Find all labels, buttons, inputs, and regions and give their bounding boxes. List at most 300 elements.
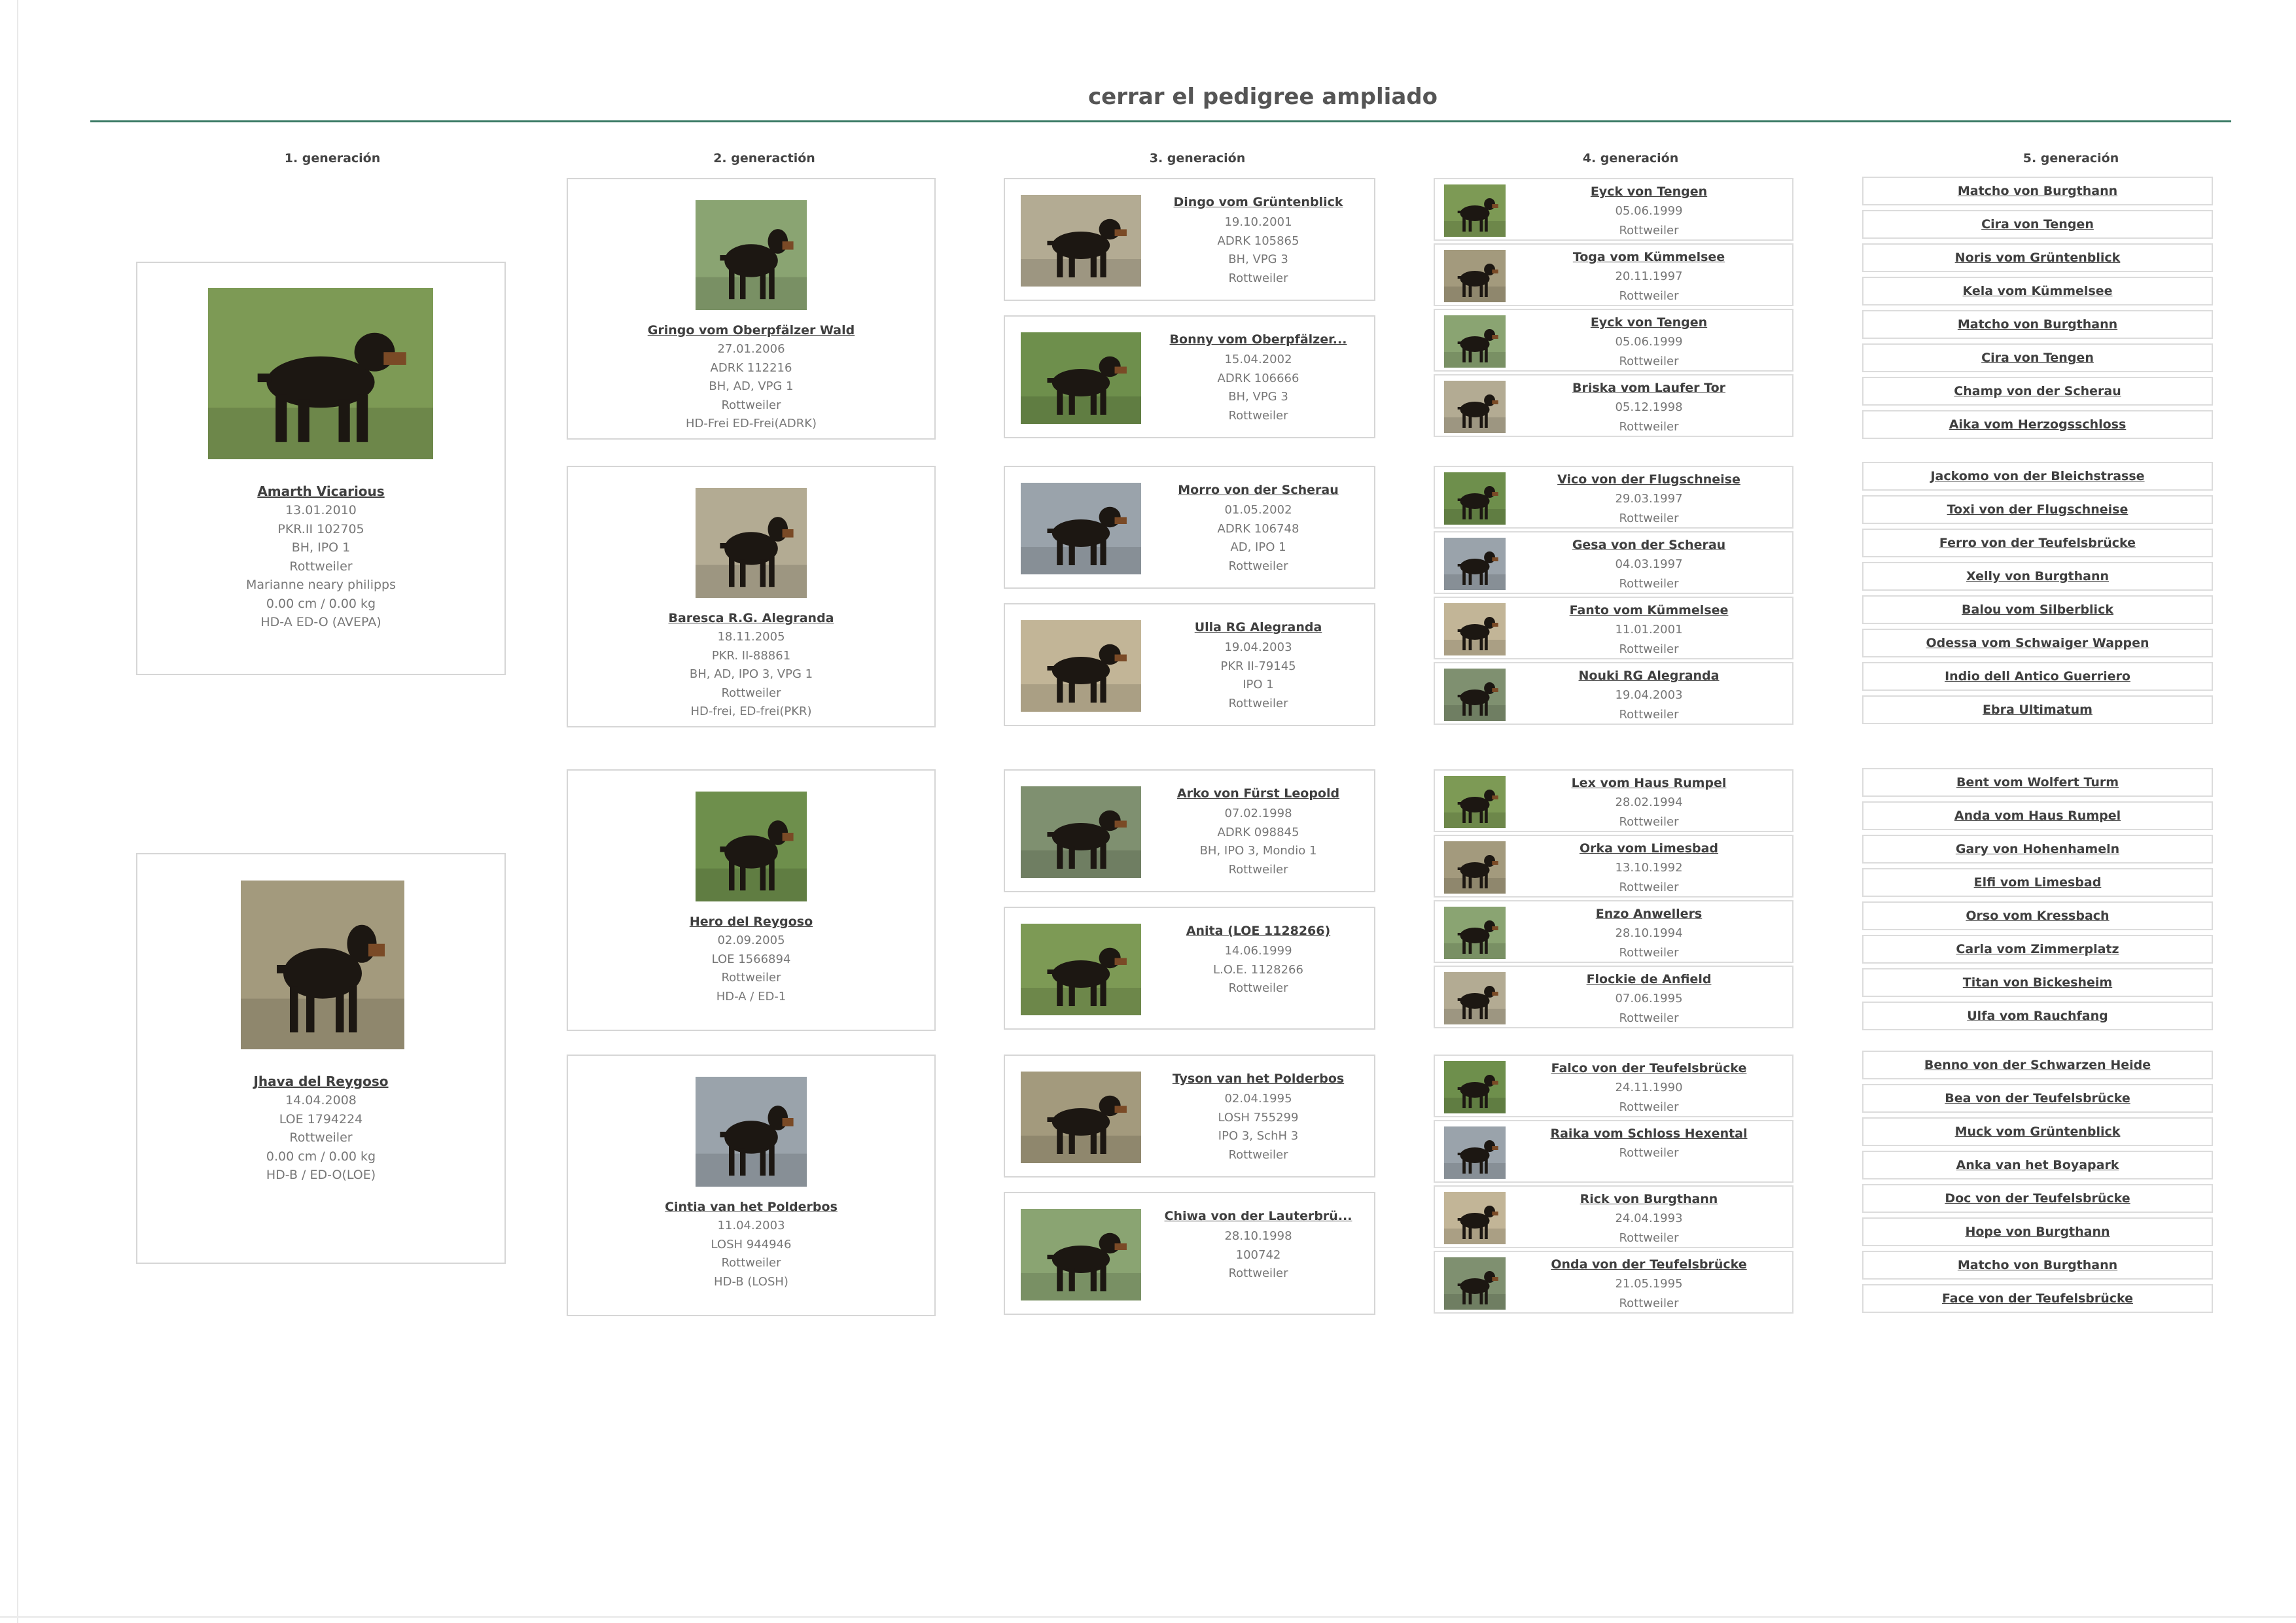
dog-name-link[interactable]: Matcho von Burgthann	[1957, 317, 2118, 332]
generation-4-card	[1434, 1055, 1793, 1117]
dog-photo[interactable]	[1444, 381, 1506, 433]
dog-detail: 28.10.1994	[1615, 926, 1683, 940]
dog-name-link[interactable]: Elfi vom Limesbad	[1973, 875, 2102, 890]
generation-5-card	[1862, 210, 2213, 239]
generation-4-card	[1434, 374, 1793, 437]
dog-detail: Rottweiler	[1228, 696, 1288, 710]
dog-photo[interactable]	[1021, 195, 1141, 287]
dog-detail: HD-A ED-O (AVEPA)	[260, 615, 381, 629]
dog-name-link[interactable]: Ebra Ultimatum	[1983, 703, 2093, 717]
generation-5-card	[1862, 410, 2213, 439]
generation-1-heading: 1. generación	[284, 151, 381, 166]
dog-photo[interactable]	[696, 792, 807, 901]
dog-photo[interactable]	[1021, 924, 1141, 1015]
generation-5-card	[1862, 562, 2213, 591]
dog-name-link[interactable]: Face von der Teufelsbrücke	[1941, 1291, 2134, 1306]
dog-info	[137, 1072, 504, 1185]
dog-detail: 13.01.2010	[285, 503, 357, 517]
dog-name-link[interactable]: Cintia van het Polderbos	[665, 1200, 838, 1214]
dog-info	[1863, 1119, 2212, 1145]
dog-name-link[interactable]: Briska vom Laufer Tor	[1572, 381, 1726, 395]
dog-info	[1144, 191, 1373, 288]
dog-photo[interactable]	[696, 200, 807, 310]
dog-photo[interactable]	[1444, 315, 1506, 368]
generation-5-card	[1862, 695, 2213, 724]
dog-detail: Rottweiler	[1619, 577, 1679, 591]
dog-info	[1144, 479, 1373, 576]
dog-name-link[interactable]: Baresca R.G. Alegranda	[668, 611, 834, 625]
dog-name-link[interactable]: Bea von der Teufelsbrücke	[1945, 1091, 2130, 1106]
generation-4-card	[1434, 597, 1793, 659]
dog-detail: 14.06.1999	[1224, 944, 1292, 958]
dog-photo[interactable]	[1444, 1192, 1506, 1244]
dog-name-link[interactable]: Toxi von der Flugschneise	[1947, 502, 2128, 517]
generation-5-card	[1862, 343, 2213, 372]
dog-detail: 05.06.1999	[1615, 204, 1683, 218]
dog-info	[1507, 182, 1791, 241]
generation-4-card	[1434, 900, 1793, 963]
dog-info	[1144, 782, 1373, 879]
dog-name-link[interactable]: Anita (LOE 1128266)	[1186, 924, 1331, 938]
dog-info	[1507, 1124, 1791, 1163]
dog-detail: Rottweiler	[289, 559, 353, 574]
dog-info	[1863, 1285, 2212, 1312]
dog-detail: Rottweiler	[1619, 1011, 1679, 1025]
dog-name-link[interactable]: Anda vom Haus Rumpel	[1954, 809, 2121, 823]
dog-detail: IPO 3, SchH 3	[1218, 1129, 1299, 1143]
generation-4-card	[1434, 309, 1793, 372]
dog-name-link[interactable]: Muck vom Grüntenblick	[1954, 1125, 2121, 1139]
dog-photo[interactable]	[1444, 250, 1506, 302]
dog-detail: Rottweiler	[1619, 512, 1679, 525]
dog-detail: PKR.II 102705	[277, 521, 364, 536]
dog-name-link[interactable]: Chiwa von der Lauterbrü...	[1164, 1209, 1352, 1223]
dog-info	[1507, 1189, 1791, 1248]
dog-name-link[interactable]: Fanto vom Kümmelsee	[1569, 603, 1729, 618]
generation-5-card	[1862, 1151, 2213, 1179]
dog-detail: 27.01.2006	[717, 342, 785, 356]
dog-name-link[interactable]: Matcho von Burgthann	[1957, 184, 2118, 198]
dog-detail: 02.09.2005	[717, 934, 785, 947]
generation-5-card	[1862, 1117, 2213, 1146]
dog-name-link[interactable]: Arko von Fürst Leopold	[1176, 786, 1340, 801]
dog-detail: HD-B (LOSH)	[714, 1274, 788, 1289]
dog-name-link[interactable]: Jackomo von der Bleichstrasse	[1930, 469, 2145, 483]
dog-photo[interactable]	[1021, 332, 1141, 424]
generation-4-card	[1434, 178, 1793, 241]
generation-1-card	[136, 853, 506, 1264]
generation-5-card	[1862, 177, 2213, 205]
dog-detail: HD-B / ED-O(LOE)	[266, 1168, 376, 1182]
dog-detail: Rottweiler	[1619, 815, 1679, 829]
generation-2-heading: 2. generactión	[713, 151, 815, 166]
dog-photo[interactable]	[696, 1077, 807, 1187]
dog-detail: Rottweiler	[1619, 420, 1679, 434]
dog-detail: 13.10.1992	[1615, 861, 1683, 875]
dog-detail: LOE 1566894	[711, 952, 791, 966]
dog-name-link[interactable]: Odessa vom Schwaiger Wappen	[1926, 636, 2149, 650]
generation-2-card	[567, 178, 936, 440]
generation-1-card	[136, 262, 506, 675]
dog-detail: BH, IPO 3, Mondio 1	[1199, 844, 1317, 858]
dog-info	[1507, 601, 1791, 659]
dog-info	[1507, 247, 1791, 306]
dog-detail: 24.04.1993	[1615, 1212, 1683, 1225]
dog-name-link[interactable]: Benno von der Schwarzen Heide	[1924, 1058, 2151, 1072]
dog-name-link[interactable]: Eyck von Tengen	[1590, 184, 1708, 199]
dog-detail: Rottweiler	[1228, 271, 1288, 285]
dog-detail: 24.11.1990	[1615, 1081, 1683, 1094]
dog-info	[1507, 666, 1791, 725]
dog-info	[1507, 378, 1791, 437]
page-edge-bottom	[0, 1616, 2296, 1618]
generation-5-card	[1862, 662, 2213, 691]
dog-name-link[interactable]: Gesa von der Scherau	[1572, 538, 1726, 552]
dog-name-link[interactable]: Falco von der Teufelsbrücke	[1551, 1061, 1747, 1075]
dog-detail: 07.06.1995	[1615, 992, 1683, 1005]
dog-detail: 01.05.2002	[1224, 503, 1292, 517]
dog-detail: ADRK 106748	[1217, 521, 1299, 536]
dog-detail: BH, AD, IPO 3, VPG 1	[689, 667, 813, 681]
dog-name-link[interactable]: Gary von Hohenhameln	[1955, 842, 2120, 856]
dog-detail: Rottweiler	[1619, 1146, 1679, 1160]
generation-5-card	[1862, 243, 2213, 272]
dog-name-link[interactable]: Toga vom Kümmelsee	[1572, 250, 1725, 264]
generation-4-card	[1434, 662, 1793, 725]
dog-info	[1507, 535, 1791, 594]
dog-name-link[interactable]: Balou vom Silberblick	[1962, 602, 2113, 617]
dog-info	[568, 321, 934, 434]
dog-detail: 04.03.1997	[1615, 557, 1683, 571]
dog-info	[568, 1197, 934, 1291]
dog-detail: Rottweiler	[721, 398, 781, 412]
dog-name-link[interactable]: Titan von Bickesheim	[1962, 975, 2113, 990]
dog-info	[1863, 969, 2212, 996]
dog-info	[1863, 697, 2212, 723]
dog-detail: 0.00 cm / 0.00 kg	[266, 596, 376, 611]
dog-detail: BH, AD, VPG 1	[709, 379, 794, 393]
generation-4-card	[1434, 1251, 1793, 1314]
generation-4-card	[1434, 835, 1793, 898]
dog-photo[interactable]	[1021, 786, 1141, 878]
dog-detail: Rottweiler	[1619, 289, 1679, 303]
dog-info	[1863, 1152, 2212, 1178]
dog-info	[1863, 211, 2212, 237]
dog-name-link[interactable]: Noris vom Grüntenblick	[1954, 251, 2121, 265]
dog-detail: Rottweiler	[289, 1130, 353, 1145]
dog-detail: 28.02.1994	[1615, 795, 1683, 809]
dog-detail: HD-Frei ED-Frei(ADRK)	[685, 417, 817, 430]
generation-5-card	[1862, 835, 2213, 864]
dog-detail: Rottweiler	[1619, 1100, 1679, 1114]
dog-info	[1863, 630, 2212, 656]
dog-name-link[interactable]: Jhava del Reygoso	[253, 1073, 389, 1089]
generation-5-card	[1862, 1002, 2213, 1030]
dog-info	[1144, 920, 1373, 998]
dog-name-link[interactable]: Carla vom Zimmerplatz	[1956, 942, 2119, 956]
generation-5-heading: 5. generación	[2022, 151, 2119, 166]
dog-detail: 28.10.1998	[1224, 1229, 1292, 1243]
generation-3-card	[1004, 315, 1375, 438]
dog-name-link[interactable]: Orso vom Kressbach	[1966, 909, 2110, 923]
dog-detail: PKR. II-88861	[711, 648, 791, 663]
dog-info	[1863, 411, 2212, 438]
dog-detail: 07.02.1998	[1224, 807, 1292, 820]
dog-detail: AD, IPO 1	[1230, 540, 1286, 554]
dog-info	[1144, 1205, 1373, 1283]
dog-detail: ADRK 105865	[1217, 234, 1299, 248]
generation-3-heading: 3. generación	[1149, 151, 1246, 166]
dog-photo[interactable]	[1444, 184, 1506, 237]
dog-detail: 11.01.2001	[1615, 623, 1683, 637]
generation-3-card	[1004, 603, 1375, 726]
dog-name-link[interactable]: Xelly von Burgthann	[1966, 569, 2110, 584]
dog-detail: LOSH 755299	[1218, 1110, 1299, 1125]
dog-name-link[interactable]: Indio dell Antico Guerriero	[1945, 669, 2130, 684]
generation-5-card	[1862, 968, 2213, 997]
dog-info	[1144, 328, 1373, 425]
dog-name-link[interactable]: Cira von Tengen	[1981, 351, 2094, 365]
dog-detail: 29.03.1997	[1615, 492, 1683, 506]
dog-info	[1863, 1185, 2212, 1212]
dog-info	[1507, 969, 1791, 1028]
dog-photo[interactable]	[1444, 776, 1506, 828]
dog-detail: 0.00 cm / 0.00 kg	[266, 1149, 376, 1164]
dog-detail: Rottweiler	[1228, 1147, 1288, 1162]
dog-detail: IPO 1	[1243, 678, 1274, 691]
dog-name-link[interactable]: Aika vom Herzogsschloss	[1949, 417, 2127, 432]
dog-info	[568, 608, 934, 722]
dog-name-link[interactable]: Champ von der Scherau	[1954, 384, 2121, 398]
dog-detail: Rottweiler	[1619, 1231, 1679, 1245]
generation-5-card	[1862, 1184, 2213, 1213]
dog-detail: 11.04.2003	[717, 1219, 785, 1232]
generation-4-card	[1434, 769, 1793, 832]
dog-name-link[interactable]: Amarth Vicarious	[257, 483, 385, 499]
generation-5-card	[1862, 310, 2213, 339]
generation-4-card	[1434, 466, 1793, 529]
dog-name-link[interactable]: Matcho von Burgthann	[1957, 1258, 2118, 1272]
generation-4-heading: 4. generación	[1582, 151, 1679, 166]
generation-5-card	[1862, 935, 2213, 964]
dog-detail: HD-A / ED-1	[716, 989, 786, 1003]
generation-5-card	[1862, 462, 2213, 491]
dog-info	[1863, 1085, 2212, 1111]
dog-photo[interactable]	[1021, 483, 1141, 574]
generation-2-card	[567, 1055, 936, 1316]
dog-name-link[interactable]: Gringo vom Oberpfälzer Wald	[647, 323, 855, 338]
dog-detail: 19.04.2003	[1615, 688, 1683, 702]
dog-info	[1507, 313, 1791, 372]
dog-name-link[interactable]: Orka vom Limesbad	[1579, 841, 1719, 856]
dog-detail: Rottweiler	[1619, 1297, 1679, 1310]
dog-detail: ADRK 112216	[710, 360, 792, 375]
dog-photo[interactable]	[1444, 1257, 1506, 1310]
dog-name-link[interactable]: Flockie de Anfield	[1586, 972, 1712, 986]
generation-5-card	[1862, 1084, 2213, 1113]
dog-detail: Rottweiler	[1228, 559, 1288, 573]
generation-5-card	[1862, 1217, 2213, 1246]
dog-detail: Rottweiler	[721, 686, 781, 700]
dog-detail: 21.05.1995	[1615, 1277, 1683, 1291]
dog-detail: Rottweiler	[1619, 642, 1679, 656]
dog-detail: Rottweiler	[1619, 708, 1679, 722]
dog-detail: Rottweiler	[1619, 881, 1679, 894]
generation-2-card	[567, 466, 936, 727]
dog-name-link[interactable]: Doc von der Teufelsbrücke	[1945, 1191, 2130, 1206]
dog-detail: LOE 1794224	[279, 1111, 363, 1126]
dog-detail: 14.04.2008	[285, 1093, 357, 1108]
dog-detail: 18.11.2005	[717, 630, 785, 644]
dog-photo[interactable]	[1444, 603, 1506, 655]
dog-info	[1863, 769, 2212, 795]
dog-detail: 05.12.1998	[1615, 400, 1683, 414]
dog-name-link[interactable]: Hero del Reygoso	[689, 915, 813, 929]
dog-detail: 20.11.1997	[1615, 270, 1683, 283]
dog-info	[1507, 773, 1791, 832]
dog-info	[1863, 803, 2212, 829]
generation-5-card	[1862, 1251, 2213, 1280]
dog-info	[1863, 278, 2212, 304]
dog-name-link[interactable]: Raika vom Schloss Hexental	[1550, 1126, 1748, 1141]
dog-detail: Rottweiler	[1619, 355, 1679, 368]
dog-info	[1507, 904, 1791, 963]
dog-name-link[interactable]: Onda von der Teufelsbrücke	[1551, 1257, 1747, 1272]
generation-4-card	[1434, 966, 1793, 1028]
dog-info	[1863, 178, 2212, 204]
dog-name-link[interactable]: Vico von der Flugschneise	[1557, 472, 1740, 487]
dog-info	[1863, 245, 2212, 271]
generation-3-card	[1004, 1192, 1375, 1315]
dog-photo[interactable]	[1444, 472, 1506, 525]
dog-info	[1863, 378, 2212, 404]
dog-name-link[interactable]: Ulfa vom Rauchfang	[1967, 1009, 2108, 1023]
dog-photo[interactable]	[1444, 538, 1506, 590]
generation-4-card	[1434, 531, 1793, 594]
dog-info	[1863, 463, 2212, 489]
generation-2-card	[567, 769, 936, 1031]
generation-5-card	[1862, 529, 2213, 557]
dog-detail: 100742	[1235, 1248, 1281, 1262]
dog-info	[1863, 936, 2212, 962]
dog-detail: 05.06.1999	[1615, 335, 1683, 349]
dog-photo[interactable]	[1021, 1072, 1141, 1163]
dog-name-link[interactable]: Bonny vom Oberpfälzer...	[1169, 332, 1347, 347]
close-pedigree-link[interactable]: cerrar el pedigree ampliado	[1088, 84, 1438, 110]
generation-4-card	[1434, 243, 1793, 306]
dog-photo[interactable]	[241, 881, 404, 1049]
dog-photo[interactable]	[208, 288, 433, 459]
dog-name-link[interactable]: Ulla RG Alegranda	[1194, 620, 1322, 635]
dog-detail: ADRK 098845	[1217, 825, 1299, 839]
dog-name-link[interactable]: Bent vom Wolfert Turm	[1956, 775, 2119, 790]
generation-5-card	[1862, 629, 2213, 657]
dog-name-link[interactable]: Hope von Burgthann	[1965, 1225, 2110, 1239]
dog-info	[1863, 903, 2212, 929]
dog-name-link[interactable]: Cira von Tengen	[1981, 217, 2094, 232]
generation-5-card	[1862, 377, 2213, 406]
dog-info	[1144, 1068, 1373, 1164]
dog-detail: Rottweiler	[1228, 408, 1288, 423]
generation-5-card	[1862, 901, 2213, 930]
dog-photo[interactable]	[1444, 972, 1506, 1024]
header-rule	[90, 120, 2231, 122]
dog-detail: BH, IPO 1	[291, 540, 351, 555]
generation-3-card	[1004, 907, 1375, 1030]
dog-detail: 19.04.2003	[1224, 640, 1292, 654]
generation-5-card	[1862, 1284, 2213, 1313]
dog-info	[1863, 497, 2212, 523]
dog-name-link[interactable]: Rick von Burgthann	[1580, 1192, 1718, 1206]
dog-photo[interactable]	[1444, 669, 1506, 721]
dog-info	[1863, 1003, 2212, 1029]
dog-detail: 19.10.2001	[1224, 215, 1292, 229]
generation-5-card	[1862, 595, 2213, 624]
dog-photo[interactable]	[1021, 1209, 1141, 1300]
generation-3-card	[1004, 769, 1375, 892]
dog-detail: HD-frei, ED-frei(PKR)	[690, 705, 812, 718]
generation-5-card	[1862, 801, 2213, 830]
dog-detail: L.O.E. 1128266	[1213, 962, 1303, 977]
dog-info	[1863, 530, 2212, 556]
dog-name-link[interactable]: Lex vom Haus Rumpel	[1571, 776, 1727, 790]
dog-detail: Rottweiler	[1228, 862, 1288, 877]
dog-detail: LOSH 944946	[711, 1237, 792, 1251]
dog-info	[1863, 869, 2212, 896]
generation-5-card	[1862, 768, 2213, 797]
dog-name-link[interactable]: Eyck von Tengen	[1590, 315, 1708, 330]
dog-photo[interactable]	[1444, 907, 1506, 959]
dog-detail: PKR II-79145	[1220, 659, 1296, 673]
generation-3-card	[1004, 178, 1375, 301]
dog-name-link[interactable]: Ferro von der Teufelsbrücke	[1939, 536, 2136, 550]
dog-info	[568, 912, 934, 1006]
dog-photo[interactable]	[1444, 1061, 1506, 1113]
dog-info	[1863, 597, 2212, 623]
dog-photo[interactable]	[1444, 841, 1506, 894]
dog-photo[interactable]	[1021, 620, 1141, 712]
dog-name-link[interactable]: Kela vom Kümmelsee	[1962, 284, 2113, 298]
generation-3-card	[1004, 1055, 1375, 1178]
dog-detail: Marianne neary philipps	[245, 578, 396, 592]
dog-photo[interactable]	[696, 488, 807, 598]
dog-name-link[interactable]: Dingo vom Grüntenblick	[1173, 195, 1343, 209]
dog-name-link[interactable]: Tyson van het Polderbos	[1172, 1072, 1345, 1086]
dog-name-link[interactable]: Enzo Anwellers	[1595, 907, 1703, 921]
dog-name-link[interactable]: Anka van het Boyapark	[1956, 1158, 2119, 1172]
dog-info	[1144, 616, 1373, 713]
dog-detail: 02.04.1995	[1224, 1092, 1292, 1106]
dog-info	[1507, 470, 1791, 529]
dog-name-link[interactable]: Nouki RG Alegranda	[1578, 669, 1720, 683]
dog-info	[1507, 1255, 1791, 1314]
generation-4-card	[1434, 1120, 1793, 1183]
generation-5-card	[1862, 495, 2213, 524]
dog-name-link[interactable]: Morro von der Scherau	[1178, 483, 1339, 497]
dog-detail: BH, VPG 3	[1228, 253, 1288, 266]
dog-detail: Rottweiler	[721, 971, 781, 985]
generation-5-card	[1862, 277, 2213, 305]
dog-info	[137, 481, 504, 632]
generation-3-card	[1004, 466, 1375, 589]
dog-photo[interactable]	[1444, 1126, 1506, 1179]
generation-5-card	[1862, 868, 2213, 897]
dog-detail: 15.04.2002	[1224, 353, 1292, 366]
dog-detail: Rottweiler	[1619, 946, 1679, 960]
dog-info	[1863, 563, 2212, 589]
dog-info	[1507, 839, 1791, 898]
dog-info	[1863, 836, 2212, 862]
